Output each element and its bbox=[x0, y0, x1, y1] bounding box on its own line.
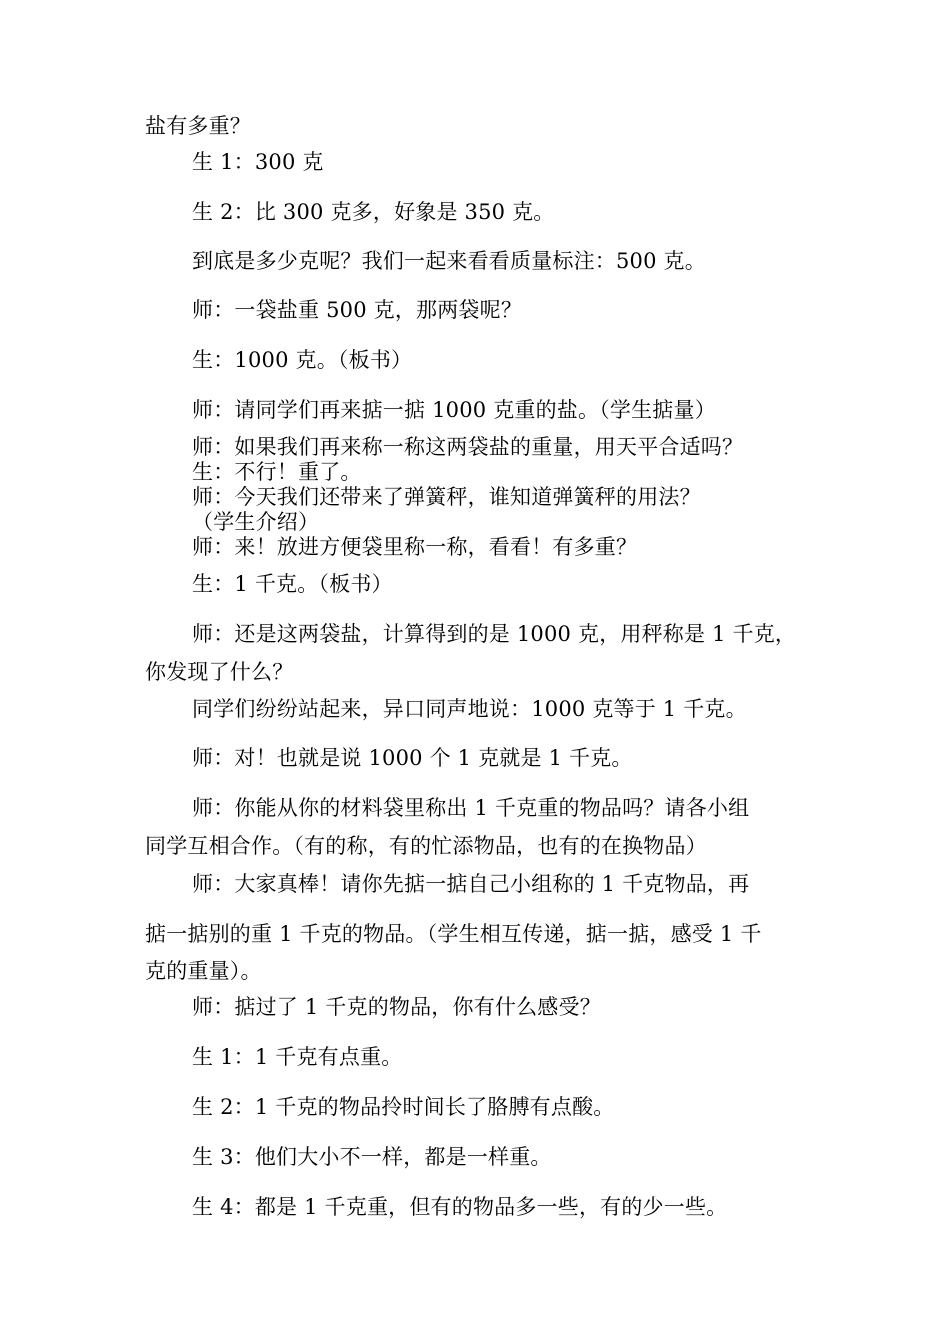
text-line: 师：你能从你的材料袋里称出 1 千克重的物品吗？请各小组 bbox=[192, 796, 750, 820]
text-line: 你发现了什么？ bbox=[145, 660, 294, 684]
text-line: 生 2：比 300 克多，好象是 350 克。 bbox=[192, 200, 555, 224]
text-line: 生：1000 克。（板书） bbox=[192, 348, 413, 372]
text-line: 掂一掂别的重 1 千克的物品。（学生相互传递，掂一掂，感受 1 千 bbox=[145, 922, 762, 946]
text-line: 师：对！也就是说 1000 个 1 克就是 1 千克。 bbox=[192, 746, 633, 770]
text-line: 师：如果我们再来称一称这两袋盐的重量，用天平合适吗？ bbox=[192, 435, 744, 459]
text-line: 生 3：他们大小不一样，都是一样重。 bbox=[192, 1145, 552, 1169]
text-line: （学生介绍） bbox=[192, 510, 320, 534]
text-line: 师：请同学们再来掂一掂 1000 克重的盐。（学生掂量） bbox=[192, 398, 716, 422]
text-line: 同学互相合作。（有的称，有的忙添物品，也有的在换物品） bbox=[145, 834, 707, 858]
text-line: 师：今天我们还带来了弹簧秤，谁知道弹簧秤的用法？ bbox=[192, 485, 701, 509]
text-line: 生 1：1 千克有点重。 bbox=[192, 1045, 403, 1069]
text-line: 生 4：都是 1 千克重，但有的物品多一些，有的少一些。 bbox=[192, 1195, 728, 1219]
text-line: 生 1：300 克 bbox=[192, 150, 324, 174]
text-line: 盐有多重？ bbox=[145, 114, 251, 138]
text-line: 师：还是这两袋盐，计算得到的是 1000 克，用秤称是 1 千克， bbox=[192, 622, 797, 646]
text-line: 师：掂过了 1 千克的物品，你有什么感受？ bbox=[192, 995, 601, 1019]
text-line: 克的重量）。 bbox=[145, 959, 262, 983]
text-line: 生：不行！重了。 bbox=[192, 460, 362, 484]
text-line: 生 2：1 千克的物品拎时间长了胳膊有点酸。 bbox=[192, 1095, 615, 1119]
text-line: 师：大家真棒！请你先掂一掂自己小组称的 1 千克物品，再 bbox=[192, 872, 750, 896]
text-line: 师：来！放进方便袋里称一称，看看！有多重？ bbox=[192, 535, 638, 559]
text-line: 师：一袋盐重 500 克，那两袋呢？ bbox=[192, 298, 523, 322]
text-line: 同学们纷纷站起来，异口同声地说：1000 克等于 1 千克。 bbox=[192, 697, 747, 721]
text-line: 生：1 千克。（板书） bbox=[192, 572, 393, 596]
text-line: 到底是多少克呢？我们一起来看看质量标注：500 克。 bbox=[192, 249, 706, 273]
